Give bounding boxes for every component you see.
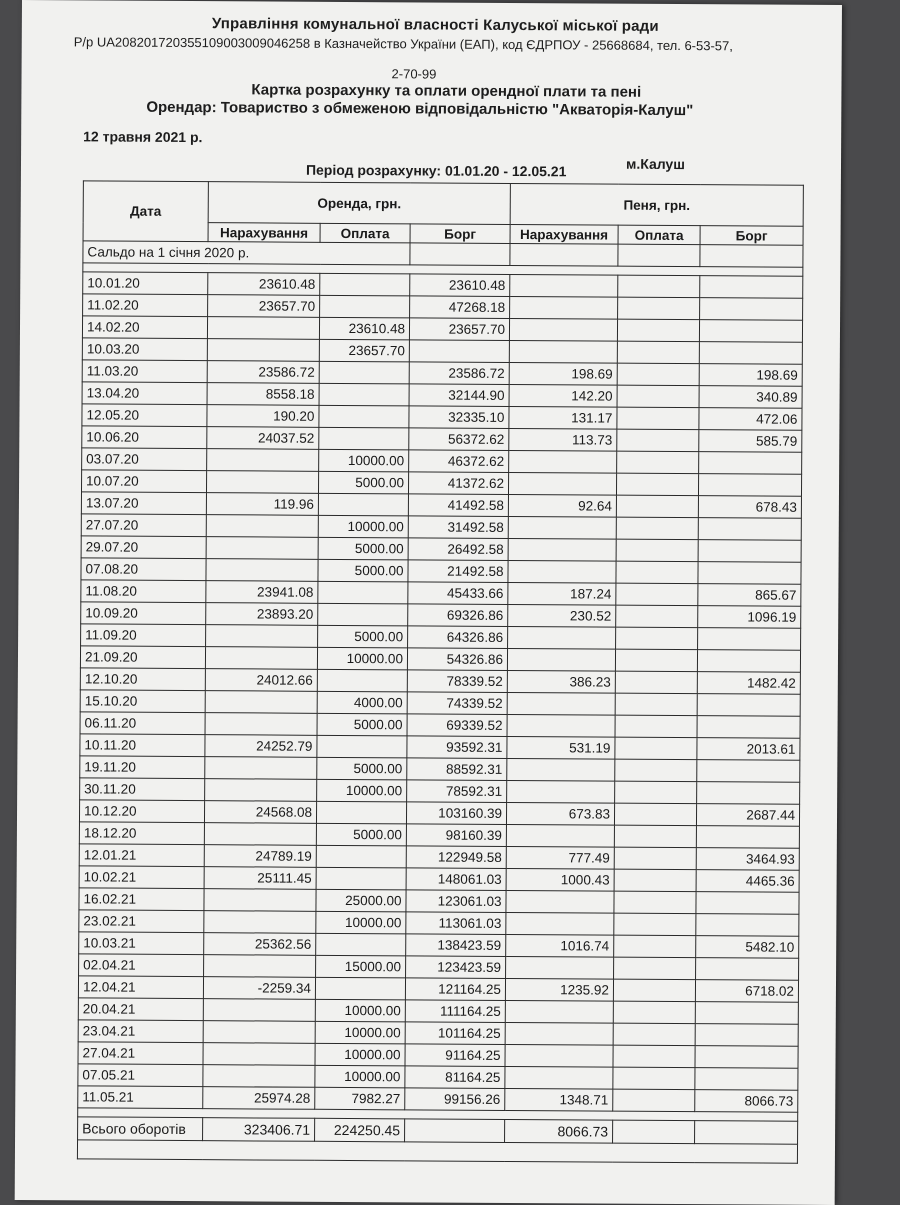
row-date: 07.05.21 xyxy=(78,1064,203,1087)
row-penalty-accrual xyxy=(509,340,617,363)
total-rent-accrual: 323406.71 xyxy=(203,1118,315,1142)
account-details: Р/р UA208201720355109003009046258 в Казначейство України (ЕАП), код ЄДРПОУ - 25668684, тел. 6-53-57, xyxy=(73,34,733,54)
row-date: 11.02.20 xyxy=(83,294,208,317)
row-penalty-debt xyxy=(700,276,803,299)
row-rent-payment xyxy=(319,361,409,384)
row-rent-accrual: 119.96 xyxy=(206,493,318,516)
row-penalty-payment xyxy=(616,517,698,540)
row-rent-accrual xyxy=(203,999,315,1022)
row-rent-debt: 23586.72 xyxy=(409,362,509,385)
row-rent-accrual: 23941.08 xyxy=(206,581,318,604)
row-rent-debt: 91164.25 xyxy=(405,1044,505,1067)
row-rent-accrual: 25111.45 xyxy=(204,867,316,890)
total-rent-payment: 224250.45 xyxy=(315,1118,405,1142)
row-rent-accrual: 25362.56 xyxy=(204,933,316,956)
row-penalty-accrual xyxy=(509,450,617,473)
row-penalty-payment xyxy=(618,297,700,320)
row-penalty-payment xyxy=(614,935,696,958)
row-rent-accrual xyxy=(204,911,316,934)
row-penalty-debt: 198.69 xyxy=(699,364,802,387)
row-rent-debt: 23610.48 xyxy=(410,274,510,297)
row-date: 14.02.20 xyxy=(82,316,207,339)
row-rent-debt: 111164.25 xyxy=(405,1000,505,1023)
row-rent-payment: 10000.00 xyxy=(315,1043,405,1066)
header-rent-accrual: Нарахування xyxy=(208,223,320,243)
row-rent-debt: 101164.25 xyxy=(405,1022,505,1045)
row-date: 29.07.20 xyxy=(81,536,206,559)
row-penalty-debt xyxy=(697,694,800,717)
row-penalty-payment xyxy=(615,671,697,694)
row-rent-debt: 31492.58 xyxy=(408,516,508,539)
row-date: 10.01.20 xyxy=(83,272,208,295)
header-penalty-debt: Борг xyxy=(700,226,803,246)
row-penalty-accrual: 673.83 xyxy=(506,802,614,825)
row-penalty-debt: 8066.73 xyxy=(695,1090,798,1113)
row-penalty-accrual: 92.64 xyxy=(508,494,616,517)
row-penalty-debt xyxy=(695,1002,798,1025)
row-rent-debt: 98160.39 xyxy=(406,824,506,847)
row-date: 16.02.21 xyxy=(79,888,204,911)
row-rent-accrual: 23893.20 xyxy=(206,603,318,626)
row-date: 10.09.20 xyxy=(81,602,206,625)
row-penalty-debt: 1096.19 xyxy=(698,606,801,629)
row-penalty-accrual xyxy=(509,318,617,341)
row-penalty-accrual: 198.69 xyxy=(509,362,617,385)
row-penalty-accrual xyxy=(505,1044,613,1067)
row-rent-accrual xyxy=(203,1065,315,1088)
calculation-period: Період розрахунку: 01.01.20 - 12.05.21 xyxy=(305,161,567,180)
row-penalty-payment xyxy=(616,605,698,628)
row-rent-accrual xyxy=(205,779,317,802)
row-rent-payment xyxy=(320,273,410,296)
row-rent-accrual xyxy=(206,537,318,560)
row-penalty-payment xyxy=(613,979,695,1002)
row-rent-debt: 78592.31 xyxy=(407,780,507,803)
row-penalty-accrual xyxy=(507,648,615,671)
row-penalty-accrual xyxy=(510,296,618,319)
row-penalty-payment xyxy=(614,803,696,826)
tenant-name: Орендар: Товариство з обмеженою відповідальністю "Акваторія-Калуш" xyxy=(146,98,694,120)
row-rent-payment: 4000.00 xyxy=(317,691,407,714)
row-rent-debt: 93592.31 xyxy=(407,736,507,759)
row-penalty-accrual xyxy=(508,516,616,539)
row-rent-payment: 10000.00 xyxy=(317,779,407,802)
organization-name: Управління комунальної власності Калуської міської ради xyxy=(211,15,659,35)
row-rent-payment: 10000.00 xyxy=(317,647,407,670)
row-penalty-debt: 4465.36 xyxy=(696,870,799,893)
row-rent-accrual xyxy=(206,559,318,582)
row-date: 12.05.20 xyxy=(82,404,207,427)
row-penalty-payment xyxy=(617,407,699,430)
row-rent-accrual xyxy=(207,449,319,472)
row-rent-payment xyxy=(316,801,406,824)
row-rent-payment xyxy=(317,669,407,692)
row-rent-payment xyxy=(316,867,406,890)
row-rent-accrual: 25974.28 xyxy=(203,1087,315,1110)
row-penalty-accrual xyxy=(506,890,614,913)
account-details-phone: 2-70-99 xyxy=(391,66,437,82)
row-date: 10.02.21 xyxy=(79,866,204,889)
row-penalty-payment xyxy=(618,275,700,298)
row-rent-debt: 23657.70 xyxy=(409,318,509,341)
row-rent-payment: 5000.00 xyxy=(318,537,408,560)
row-rent-payment: 10000.00 xyxy=(315,1021,405,1044)
row-penalty-payment xyxy=(613,1045,695,1068)
row-penalty-accrual: 1348.71 xyxy=(505,1088,613,1111)
row-penalty-accrual xyxy=(507,692,615,715)
row-penalty-debt xyxy=(697,716,800,739)
row-rent-debt: 26492.58 xyxy=(408,538,508,561)
row-penalty-debt: 678.43 xyxy=(698,496,801,519)
row-rent-debt: 56372.62 xyxy=(409,428,509,451)
row-rent-debt: 121164.25 xyxy=(405,978,505,1001)
row-penalty-debt xyxy=(696,892,799,915)
row-date: 11.08.20 xyxy=(81,580,206,603)
row-rent-debt: 32144.90 xyxy=(409,384,509,407)
row-penalty-accrual xyxy=(508,538,616,561)
row-date: 11.09.20 xyxy=(81,624,206,647)
row-penalty-debt xyxy=(695,1046,798,1069)
row-rent-accrual: -2259.34 xyxy=(203,977,315,1000)
row-penalty-accrual: 1016.74 xyxy=(506,934,614,957)
row-rent-debt: 69326.86 xyxy=(408,604,508,627)
row-rent-payment: 10000.00 xyxy=(318,515,408,538)
row-date: 18.12.20 xyxy=(79,822,204,845)
row-penalty-accrual xyxy=(507,758,615,781)
row-rent-payment xyxy=(316,933,406,956)
row-rent-debt: 148061.03 xyxy=(406,868,506,891)
row-rent-payment: 23657.70 xyxy=(319,339,409,362)
row-date: 27.07.20 xyxy=(81,514,206,537)
row-penalty-payment xyxy=(616,583,698,606)
row-rent-accrual xyxy=(205,647,317,670)
row-penalty-payment xyxy=(613,1067,695,1090)
row-penalty-accrual xyxy=(505,1000,613,1023)
row-rent-accrual: 23657.70 xyxy=(208,295,320,318)
row-penalty-debt xyxy=(697,760,800,783)
row-rent-payment: 15000.00 xyxy=(316,955,406,978)
bottom-row xyxy=(77,1140,797,1163)
row-penalty-accrual: 131.17 xyxy=(509,406,617,429)
row-date: 06.11.20 xyxy=(80,712,205,735)
row-date: 03.07.20 xyxy=(82,448,207,471)
row-rent-payment: 5000.00 xyxy=(317,713,407,736)
row-penalty-payment xyxy=(616,473,698,496)
row-penalty-payment xyxy=(614,913,696,936)
row-penalty-accrual: 1235.92 xyxy=(505,978,613,1001)
row-penalty-accrual xyxy=(507,780,615,803)
document-city: м.Калуш xyxy=(625,155,685,173)
row-rent-accrual: 190.20 xyxy=(207,405,319,428)
row-date: 15.10.20 xyxy=(80,690,205,713)
row-penalty-payment xyxy=(616,539,698,562)
row-rent-payment xyxy=(315,977,405,1000)
row-penalty-payment xyxy=(615,781,697,804)
row-penalty-debt xyxy=(695,1024,798,1047)
row-rent-payment xyxy=(319,383,409,406)
row-penalty-payment xyxy=(613,1001,695,1024)
document-title: Картка розрахунку та оплати орендної плати та пені xyxy=(251,81,642,101)
row-penalty-payment xyxy=(615,649,697,672)
row-rent-debt: 45433.66 xyxy=(408,582,508,605)
row-penalty-payment xyxy=(617,341,699,364)
row-date: 19.11.20 xyxy=(80,756,205,779)
row-rent-payment: 25000.00 xyxy=(316,889,406,912)
row-rent-debt: 54326.86 xyxy=(407,648,507,671)
row-penalty-debt: 472.06 xyxy=(699,408,802,431)
row-rent-accrual: 24568.08 xyxy=(204,801,316,824)
row-rent-accrual xyxy=(204,889,316,912)
row-penalty-accrual: 386.23 xyxy=(507,670,615,693)
row-rent-debt: 138423.59 xyxy=(406,934,506,957)
row-rent-payment xyxy=(318,581,408,604)
row-penalty-payment xyxy=(615,737,697,760)
row-penalty-payment xyxy=(617,385,699,408)
row-rent-payment: 5000.00 xyxy=(318,559,408,582)
row-rent-payment xyxy=(320,295,410,318)
row-penalty-payment xyxy=(617,319,699,342)
row-rent-payment: 10000.00 xyxy=(319,449,409,472)
row-date: 20.04.21 xyxy=(78,998,203,1021)
row-rent-debt: 69339.52 xyxy=(407,714,507,737)
payment-table xyxy=(77,180,804,1163)
opening-balance-label: Сальдо на 1 січня 2020 р. xyxy=(83,241,410,265)
row-rent-accrual xyxy=(206,515,318,538)
row-date: 12.04.21 xyxy=(78,976,203,999)
row-penalty-debt: 340.89 xyxy=(699,386,802,409)
row-penalty-accrual xyxy=(506,956,614,979)
row-rent-debt: 74339.52 xyxy=(407,692,507,715)
row-penalty-debt: 2013.61 xyxy=(697,738,800,761)
row-penalty-payment xyxy=(615,715,697,738)
row-rent-accrual xyxy=(203,1021,315,1044)
header-rent: Оренда, грн. xyxy=(208,182,510,225)
row-date: 07.08.20 xyxy=(81,558,206,581)
row-rent-accrual xyxy=(207,339,319,362)
row-penalty-accrual xyxy=(508,472,616,495)
row-penalty-debt xyxy=(696,826,799,849)
row-penalty-debt xyxy=(698,562,801,585)
row-penalty-accrual: 1000.43 xyxy=(506,868,614,891)
row-date: 30.11.20 xyxy=(80,778,205,801)
row-rent-accrual: 24012.66 xyxy=(205,669,317,692)
row-rent-debt: 123061.03 xyxy=(406,890,506,913)
row-penalty-debt: 1482.42 xyxy=(697,672,800,695)
row-penalty-debt: 865.67 xyxy=(698,584,801,607)
row-rent-accrual: 23610.48 xyxy=(208,273,320,296)
row-penalty-accrual xyxy=(506,912,614,935)
row-penalty-debt xyxy=(700,298,803,321)
row-penalty-accrual xyxy=(505,1066,613,1089)
row-rent-accrual: 24252.79 xyxy=(205,735,317,758)
row-rent-payment xyxy=(319,427,409,450)
row-date: 10.11.20 xyxy=(80,734,205,757)
row-penalty-accrual: 777.49 xyxy=(506,846,614,869)
row-rent-payment xyxy=(317,735,407,758)
row-rent-accrual xyxy=(205,757,317,780)
total-penalty-accrual: 8066.73 xyxy=(505,1119,613,1143)
row-penalty-payment xyxy=(616,561,698,584)
row-rent-debt xyxy=(409,340,509,363)
row-penalty-payment xyxy=(614,869,696,892)
row-penalty-payment xyxy=(613,1089,695,1112)
row-rent-debt: 122949.58 xyxy=(406,846,506,869)
row-penalty-payment xyxy=(616,495,698,518)
row-rent-debt: 32335.10 xyxy=(409,406,509,429)
row-date: 13.07.20 xyxy=(81,492,206,515)
row-date: 10.03.21 xyxy=(79,932,204,955)
row-rent-accrual xyxy=(206,471,318,494)
row-penalty-payment xyxy=(617,429,699,452)
row-penalty-accrual xyxy=(506,824,614,847)
document-date: 12 травня 2021 р. xyxy=(83,128,203,146)
row-date: 21.09.20 xyxy=(80,646,205,669)
row-penalty-accrual: 142.20 xyxy=(509,384,617,407)
row-penalty-debt xyxy=(696,914,799,937)
row-penalty-accrual: 113.73 xyxy=(509,428,617,451)
row-penalty-debt xyxy=(699,452,802,475)
row-penalty-payment xyxy=(616,627,698,650)
row-penalty-accrual xyxy=(508,560,616,583)
row-penalty-payment xyxy=(614,957,696,980)
row-rent-debt: 81164.25 xyxy=(405,1066,505,1089)
row-penalty-payment xyxy=(614,847,696,870)
row-rent-accrual xyxy=(203,1043,315,1066)
header-rent-payment: Оплата xyxy=(320,223,410,243)
row-rent-payment xyxy=(319,405,409,428)
row-penalty-debt: 3464.93 xyxy=(696,848,799,871)
row-rent-payment xyxy=(316,845,406,868)
row-penalty-payment xyxy=(615,759,697,782)
row-penalty-payment xyxy=(615,693,697,716)
header-penalty-accrual: Нарахування xyxy=(510,224,618,244)
row-penalty-debt xyxy=(698,540,801,563)
row-penalty-accrual xyxy=(507,714,615,737)
row-rent-debt: 99156.26 xyxy=(405,1088,505,1111)
row-rent-payment: 23610.48 xyxy=(319,317,409,340)
row-date: 13.04.20 xyxy=(82,382,207,405)
totals-label: Всього оборотів xyxy=(78,1117,203,1141)
row-penalty-debt xyxy=(697,650,800,673)
row-rent-debt: 41372.62 xyxy=(408,472,508,495)
row-rent-accrual: 24037.52 xyxy=(207,427,319,450)
row-rent-payment xyxy=(318,603,408,626)
header-penalty-payment: Оплата xyxy=(618,225,700,245)
row-rent-payment: 5000.00 xyxy=(318,471,408,494)
row-date: 11.03.20 xyxy=(82,360,207,383)
row-rent-debt: 41492.58 xyxy=(408,494,508,517)
row-penalty-accrual xyxy=(510,274,618,297)
row-penalty-debt xyxy=(697,782,800,805)
row-date: 12.01.21 xyxy=(79,844,204,867)
row-penalty-debt xyxy=(698,474,801,497)
row-rent-accrual xyxy=(207,317,319,340)
row-rent-accrual xyxy=(206,625,318,648)
row-date: 10.03.20 xyxy=(82,338,207,361)
row-rent-debt: 88592.31 xyxy=(407,758,507,781)
row-penalty-debt: 5482.10 xyxy=(696,936,799,959)
row-rent-accrual: 24789.19 xyxy=(204,845,316,868)
row-date: 23.02.21 xyxy=(79,910,204,933)
document-page xyxy=(15,0,842,1205)
row-penalty-accrual xyxy=(508,626,616,649)
row-rent-payment xyxy=(318,493,408,516)
row-penalty-payment xyxy=(614,825,696,848)
row-rent-payment: 5000.00 xyxy=(318,625,408,648)
row-date: 27.04.21 xyxy=(78,1042,203,1065)
row-penalty-accrual: 187.24 xyxy=(508,582,616,605)
row-rent-payment: 7982.27 xyxy=(315,1087,405,1110)
row-penalty-accrual xyxy=(505,1022,613,1045)
row-date: 12.10.20 xyxy=(80,668,205,691)
row-penalty-payment xyxy=(617,363,699,386)
row-rent-debt: 64326.86 xyxy=(408,626,508,649)
row-rent-debt: 46372.62 xyxy=(409,450,509,473)
row-penalty-debt xyxy=(699,320,802,343)
row-rent-accrual: 23586.72 xyxy=(207,361,319,384)
header-date: Дата xyxy=(83,181,208,242)
row-penalty-debt: 585.79 xyxy=(699,430,802,453)
row-rent-accrual: 8558.18 xyxy=(207,383,319,406)
row-rent-accrual xyxy=(205,713,317,736)
row-rent-payment: 10000.00 xyxy=(315,999,405,1022)
row-penalty-payment xyxy=(613,1023,695,1046)
row-penalty-accrual: 531.19 xyxy=(507,736,615,759)
row-rent-payment: 10000.00 xyxy=(316,911,406,934)
row-date: 10.06.20 xyxy=(82,426,207,449)
header-rent-debt: Борг xyxy=(410,224,510,244)
row-date: 10.12.20 xyxy=(79,800,204,823)
row-penalty-debt xyxy=(698,518,801,541)
row-rent-accrual xyxy=(205,691,317,714)
row-rent-accrual xyxy=(204,823,316,846)
row-date: 11.05.21 xyxy=(78,1086,203,1109)
row-rent-debt: 103160.39 xyxy=(406,802,506,825)
header-penalty: Пеня, грн. xyxy=(510,183,803,226)
row-penalty-payment xyxy=(617,451,699,474)
row-penalty-debt xyxy=(696,958,799,981)
row-rent-debt: 123423.59 xyxy=(406,956,506,979)
row-penalty-debt xyxy=(699,342,802,365)
row-rent-debt: 21492.58 xyxy=(408,560,508,583)
row-rent-payment: 10000.00 xyxy=(315,1065,405,1088)
row-date: 10.07.20 xyxy=(81,470,206,493)
row-penalty-payment xyxy=(614,891,696,914)
row-penalty-debt xyxy=(695,1068,798,1091)
row-date: 23.04.21 xyxy=(78,1020,203,1043)
row-rent-payment: 5000.00 xyxy=(316,823,406,846)
row-rent-accrual xyxy=(204,955,316,978)
row-penalty-debt: 2687.44 xyxy=(696,804,799,827)
row-penalty-accrual: 230.52 xyxy=(508,604,616,627)
row-penalty-debt xyxy=(698,628,801,651)
row-rent-debt: 113061.03 xyxy=(406,912,506,935)
row-rent-debt: 78339.52 xyxy=(407,670,507,693)
row-penalty-debt: 6718.02 xyxy=(695,980,798,1003)
row-rent-debt: 47268.18 xyxy=(410,296,510,319)
row-date: 02.04.21 xyxy=(79,954,204,977)
row-rent-payment: 5000.00 xyxy=(317,757,407,780)
